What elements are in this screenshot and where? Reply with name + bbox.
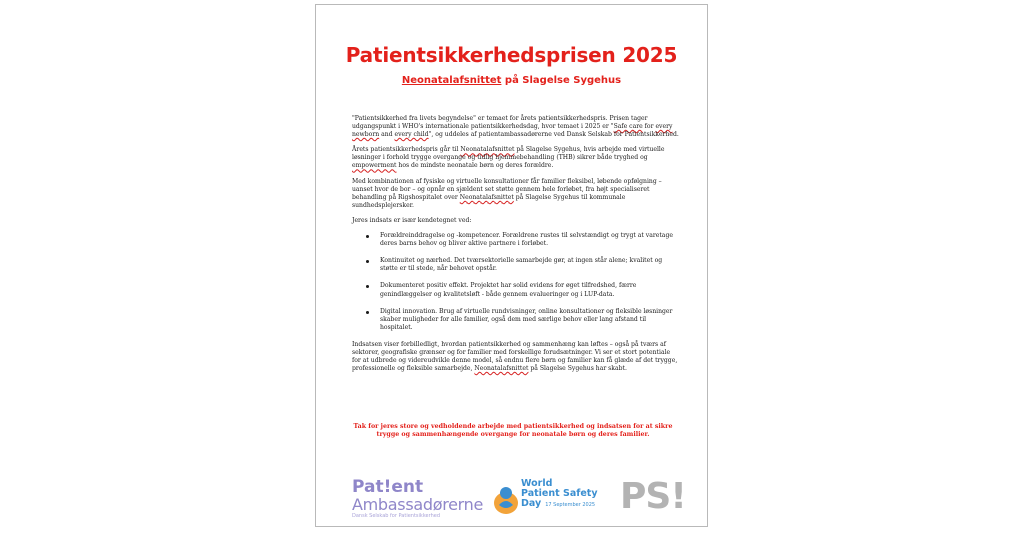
paragraph-award: Årets patientsikkerhedspris går til Neonatalafsnittet på Slagelse Sygehus, hvis arbejde med virtuelle løsninger i forhold trygge overgange og tidlig hjemmebehandling (THB) sikrer både tryghed og empowerment hos de mindste neonatale børn og deres forældre. — [352, 146, 665, 170]
characteristics-list — [352, 232, 680, 332]
document-page — [315, 4, 708, 527]
paragraph-combination: Med kombinationen af fysiske og virtuelle konsultationer får familier fleksibel, løbende opfølgning – uanset hvor de bor – og opnår en sjældent set støtte gennem hele forløbet, fra højt specialiseret behandling på Rigshospitalet over Neonatalafsnittet på Slagelse Sygehus til kommunale sundhedsplejersker. — [352, 177, 662, 209]
document-body — [352, 115, 680, 380]
ps-logo — [620, 477, 690, 517]
wpsd-date: 17 September 2025 — [545, 502, 596, 508]
list-item: Forældreinddragelse og -kompetencer. Forældrene rustes til selvstændigt og trygt at varetage deres barns behov og bliver aktive partnere i forløbet. — [352, 232, 680, 248]
document-subtitle — [316, 75, 707, 86]
baby-icon — [493, 483, 519, 515]
wpsd-world-text: World — [521, 478, 553, 489]
paragraph-intro: "Patientsikkerhed fra livets begyndelse" er temaet for årets patientsikkerhedspris. Prisen tager udgangspunkt i WHO's internationale patientsikkerhedsdag, hvor temaet i 2025 er "Safe care for every newborn and every child", og uddeles af patientambassadørerne ved Dansk Selskab for Patientsikkerhed. — [352, 115, 679, 139]
document-title: Patientsikkerhedsprisen 2025 — [345, 43, 678, 67]
subtitle-department: Neonatalafsnittet — [401, 75, 502, 86]
logo-patient-text: Pat!ent — [352, 477, 424, 497]
ps-logo-text: PS! — [620, 476, 686, 517]
logo-society-text: Dansk Selskab for Patientsikkerhed — [352, 513, 440, 519]
paragraph-characteristics-intro: Jeres indsats er især kendetegnet ved: — [352, 216, 472, 224]
logo-ambassadors-text: Ambassadørerne — [352, 495, 484, 514]
wpsd-day-text: Day — [521, 498, 542, 509]
subtitle-hospital: på Slagelse Sygehus — [501, 75, 622, 86]
list-item: Kontinuitet og nærhed. Det tværsektorielle samarbejde gør, at ingen står alene; kvalitet og støtte er til stede, når behovet opstår. — [352, 257, 680, 273]
paragraph-conclusion: Indsatsen viser forbilledligt, hvordan patientsikkerhed og sammenhæng kan løftes – også på tværs af sektorer, geografiske grænser og for familier med forskellige forudsætninger. Vi ser et stort potentiale for at udbrede og videreudvikle denne model, så endnu flere børn og familier kan få glæde af det trygge, professionelle og fleksible samarbejde, Neonatalafsnittet på Slagelse Sygehus har skabt. — [352, 340, 678, 373]
patient-ambassadors-logo — [352, 477, 484, 523]
list-item: Digital innovation. Brug af virtuelle rundvisninger, online konsultationer og fleksible løsninger skaber muligheder for alle familier, også dem med særlige behov eller lang afstand til hospitalet. — [352, 308, 680, 332]
world-patient-safety-day-logo — [493, 479, 613, 519]
closing-statement: Tak for jeres store og vedholdende arbejde med patientsikkerhed og indsatsen for at sikre trygge og sammenhængende overgange for neonatale børn og deres familier. — [353, 423, 673, 439]
wpsd-patient-safety-text: Patient Safety — [521, 488, 598, 499]
list-item: Dokumenteret positiv effekt. Projektet har solid evidens for øget tilfredshed, færre genindlæggelser og kvalitetsløft - både gennem evalueringer og i LUP-data. — [352, 282, 680, 298]
